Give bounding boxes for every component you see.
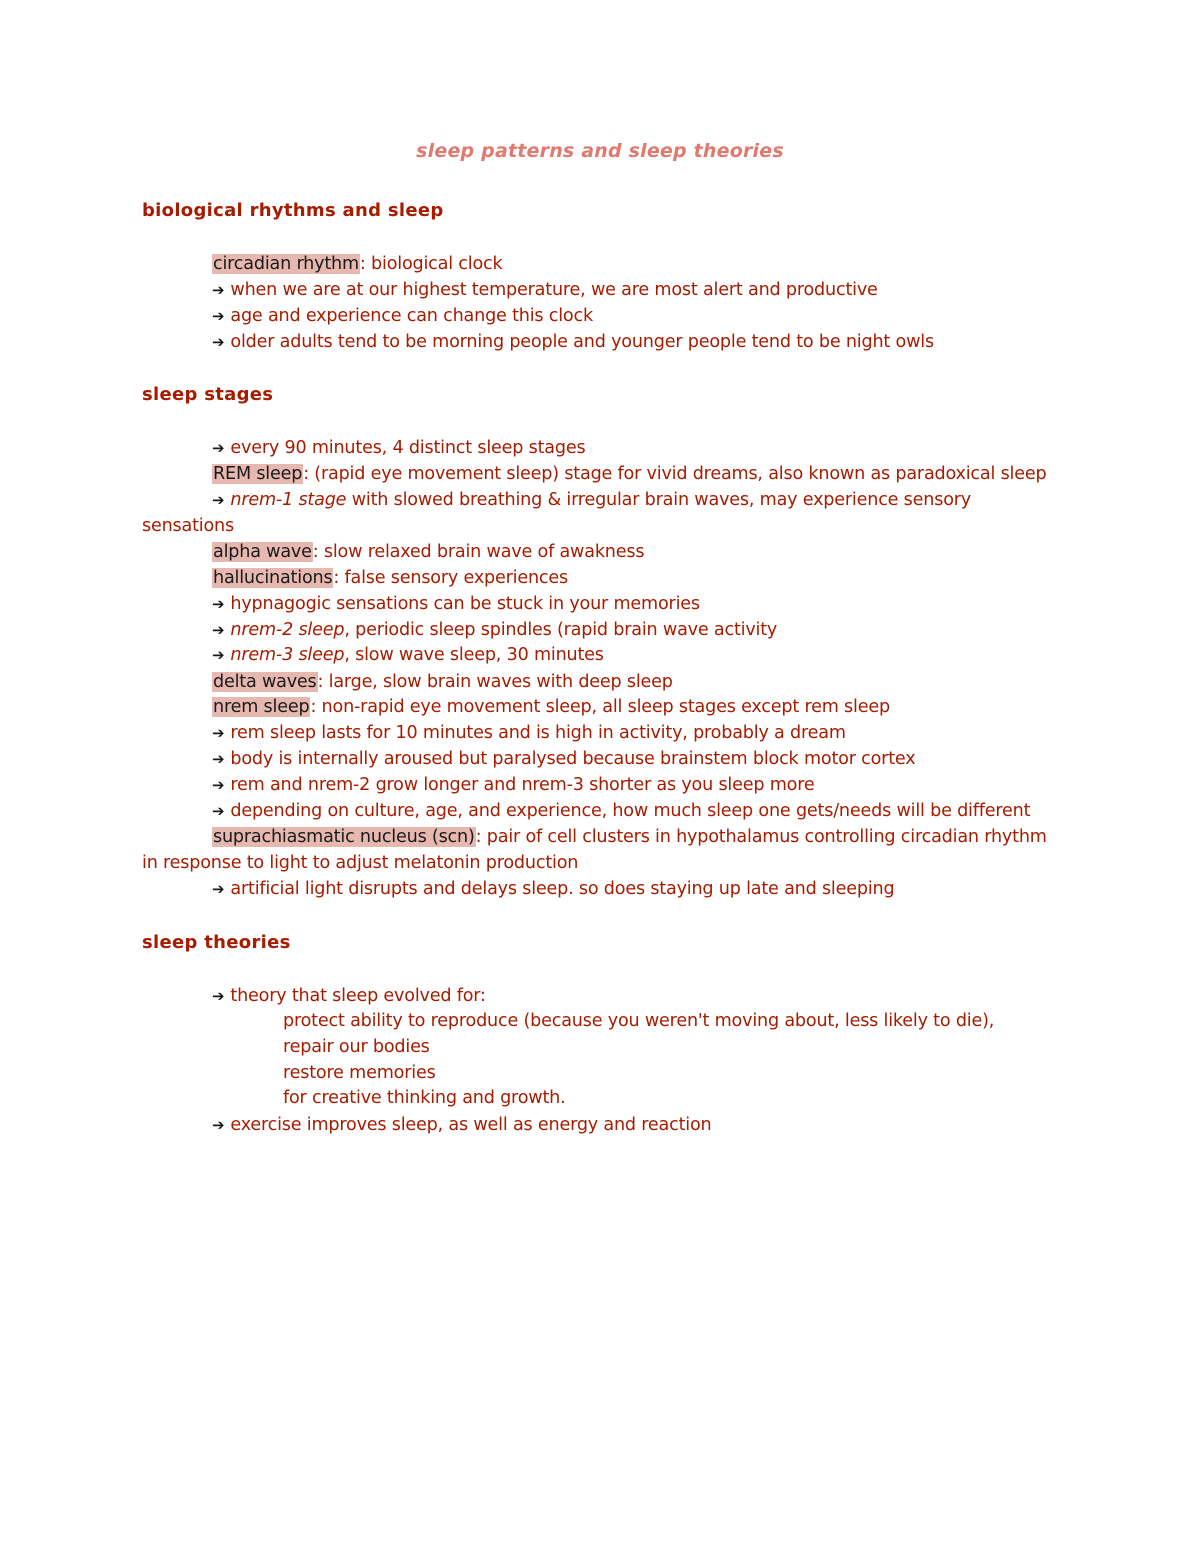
bullet-line: [212, 747, 915, 771]
sub-item: restore memories: [283, 1063, 436, 1083]
bullet-line: [212, 592, 700, 616]
definition-text: : non-rapid eye movement sleep, all sleep stages except rem sleep: [310, 697, 890, 717]
bullet-text: with slowed breathing & irregular brain waves, may experience sensory: [346, 490, 971, 510]
italic-term: nrem-2 sleep: [230, 620, 345, 640]
bullet-line: [212, 330, 934, 354]
arrow-icon: ➔: [212, 621, 225, 639]
highlighted-term: nrem sleep: [213, 697, 310, 717]
highlighted-term: hallucinations: [213, 568, 333, 588]
definition-text: : large, slow brain waves with deep sleep: [317, 672, 673, 692]
bullet-line: [212, 877, 894, 901]
section-heading-sleep-stages: sleep stages: [142, 384, 274, 405]
definition-line: [212, 252, 503, 276]
bullet-line: [212, 278, 878, 302]
arrow-icon: ➔: [212, 333, 225, 351]
highlighted-term: alpha wave: [213, 542, 312, 562]
bullet-text: theory that sleep evolved for:: [230, 986, 486, 1006]
arrow-icon: ➔: [212, 439, 225, 457]
arrow-icon: ➔: [212, 802, 225, 820]
bullet-line: [212, 799, 1030, 823]
arrow-icon: ➔: [212, 724, 225, 742]
arrow-icon: ➔: [212, 595, 225, 613]
bullet-text: older adults tend to be morning people and younger people tend to be night owls: [230, 332, 934, 352]
italic-term: nrem-3 sleep: [230, 645, 345, 665]
definition-text: : biological clock: [359, 254, 503, 274]
highlighted-term: circadian rhythm: [213, 254, 359, 274]
definition-text: : (rapid eye movement sleep) stage for vivid dreams, also known as paradoxical sleep: [303, 464, 1047, 484]
bullet-text: rem and nrem-2 grow longer and nrem-3 shorter as you sleep more: [230, 775, 815, 795]
bullet-text: , slow wave sleep, 30 minutes: [344, 645, 604, 665]
bullet-line: [212, 618, 777, 642]
bullet-line: [212, 1113, 712, 1137]
bullet-text: artificial light disrupts and delays sleep. so does staying up late and sleeping: [230, 879, 895, 899]
bullet-line: [212, 488, 971, 512]
highlighted-term: suprachiasmatic nucleus (scn): [213, 827, 475, 847]
definition-line: [212, 825, 1047, 849]
sub-item: for creative thinking and growth.: [283, 1088, 566, 1108]
highlighted-term: REM sleep: [213, 464, 303, 484]
continuation-line: sensations: [142, 516, 234, 536]
arrow-icon: ➔: [212, 987, 225, 1005]
arrow-icon: ➔: [212, 880, 225, 898]
definition-text: : slow relaxed brain wave of awakness: [312, 542, 645, 562]
highlighted-term: delta waves: [213, 672, 317, 692]
bullet-text: hypnagogic sensations can be stuck in your memories: [230, 594, 700, 614]
bullet-line: [212, 773, 815, 797]
definition-line: [212, 540, 644, 564]
bullet-text: every 90 minutes, 4 distinct sleep stages: [230, 438, 586, 458]
arrow-icon: ➔: [212, 1116, 225, 1134]
bullet-line: [212, 984, 486, 1008]
definition-line: [212, 695, 890, 719]
bullet-text: , periodic sleep spindles (rapid brain wave activity: [344, 620, 778, 640]
definition-text: : false sensory experiences: [333, 568, 568, 588]
bullet-line: [212, 643, 604, 667]
document-title: sleep patterns and sleep theories: [416, 140, 784, 162]
continuation-line: in response to light to adjust melatonin production: [142, 853, 579, 873]
italic-term: nrem-1 stage: [230, 490, 347, 510]
bullet-text: body is internally aroused but paralysed because brainstem block motor cortex: [230, 749, 916, 769]
sub-item: protect ability to reproduce (because you weren't moving about, less likely to die),: [283, 1011, 995, 1031]
arrow-icon: ➔: [212, 281, 225, 299]
arrow-icon: ➔: [212, 750, 225, 768]
sub-item: repair our bodies: [283, 1037, 430, 1057]
arrow-icon: ➔: [212, 307, 225, 325]
bullet-text: age and experience can change this clock: [230, 306, 593, 326]
section-heading-sleep-theories: sleep theories: [142, 932, 291, 953]
bullet-text: exercise improves sleep, as well as energy and reaction: [230, 1115, 712, 1135]
arrow-icon: ➔: [212, 491, 225, 509]
bullet-line: [212, 721, 846, 745]
bullet-text: rem sleep lasts for 10 minutes and is high in activity, probably a dream: [230, 723, 846, 743]
definition-line: [212, 670, 673, 694]
bullet-text: depending on culture, age, and experience, how much sleep one gets/needs will be different: [230, 801, 1031, 821]
section-heading-biological-rhythms: biological rhythms and sleep: [142, 200, 444, 221]
bullet-text: when we are at our highest temperature, we are most alert and productive: [230, 280, 878, 300]
arrow-icon: ➔: [212, 776, 225, 794]
definition-line: [212, 462, 1046, 486]
definition-text: : pair of cell clusters in hypothalamus controlling circadian rhythm: [475, 827, 1047, 847]
definition-line: [212, 566, 568, 590]
arrow-icon: ➔: [212, 646, 225, 664]
bullet-line: [212, 304, 593, 328]
bullet-line: [212, 436, 585, 460]
